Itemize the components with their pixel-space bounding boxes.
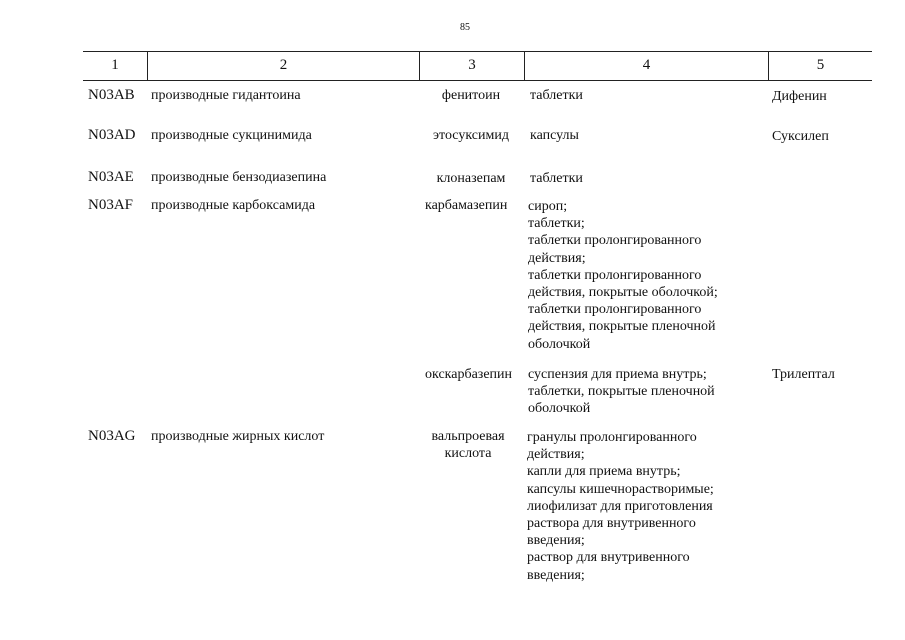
group-name: производные бензодиазепина — [151, 170, 327, 185]
drug-name: клоназепам — [436, 171, 506, 186]
table-header-bottom-border — [83, 80, 872, 81]
atc-code: N03AD — [88, 127, 136, 143]
drug-name: карбамазепин — [425, 198, 508, 213]
group-name: производные карбоксамида — [151, 198, 316, 213]
atc-code: N03AE — [88, 169, 134, 185]
page-number: 85 — [460, 22, 470, 33]
atc-code: N03AG — [88, 428, 136, 444]
column-header: 5 — [816, 57, 825, 73]
dosage-forms: сироп; таблетки; таблетки пролонгированного действия; таблетки пролонгированного действия, покрытые оболочкой; таблетки пролонгированного действия, покрытые пленочной оболочкой — [528, 199, 718, 352]
table-header-top-border — [83, 51, 872, 52]
dosage-forms: капсулы — [530, 128, 579, 143]
column-header: 2 — [279, 57, 288, 73]
drug-name: этосуксимид — [433, 128, 509, 143]
column-header: 3 — [468, 57, 476, 73]
atc-code: N03AF — [88, 197, 134, 213]
column-header: 1 — [111, 57, 119, 73]
drug-name: фенитоин — [441, 88, 501, 103]
trade-name: Суксилеп — [772, 129, 829, 144]
atc-code: N03AB — [88, 87, 135, 103]
drug-name: окскарбазепин — [425, 367, 513, 382]
group-name: производные жирных кислот — [151, 429, 325, 444]
drug-name: вальпроевая кислота — [431, 429, 505, 462]
group-name: производные сукцинимида — [151, 128, 312, 143]
column-header: 4 — [642, 57, 651, 73]
dosage-forms: таблетки — [530, 88, 583, 103]
dosage-forms: суспензия для приема внутрь; таблетки, покрытые пленочной оболочкой — [528, 367, 715, 417]
group-name: производные гидантоина — [151, 88, 301, 103]
trade-name: Трилептал — [772, 367, 835, 382]
trade-name: Дифенин — [772, 89, 827, 104]
dosage-forms: гранулы пролонгированного действия; капли для приема внутрь; капсулы кишечнорастворимые; лиофилизат для приготовления раствора для внутривенного введения; раствор для внутривенного введения; — [527, 430, 714, 583]
dosage-forms: таблетки — [530, 171, 583, 186]
